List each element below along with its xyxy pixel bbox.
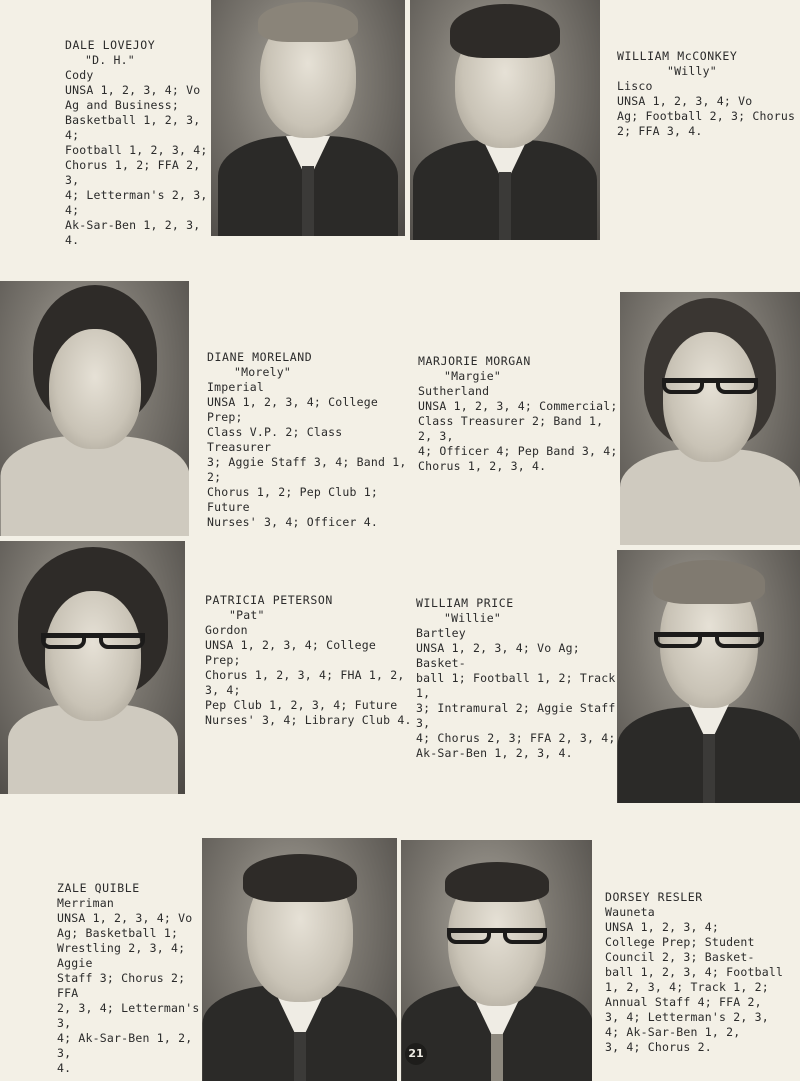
bio-zale-quible — [57, 881, 202, 1076]
page-number: 21 — [405, 1043, 427, 1065]
student-activities: UNSA 1, 2, 3, 4; Commercial; Class Treasurer 2; Band 1, 2, 3, 4; Officer 4; Pep Band 3, 4; Chorus 1, 2, 3, 4. — [418, 399, 618, 473]
student-activities: UNSA 1, 2, 3, 4; College Prep; Chorus 1, 2, 3, 4; FHA 1, 2, 3, 4; Pep Club 1, 2, 3, 4; Future Nurses' 3, 4; Library Club 4. — [205, 638, 412, 727]
student-hometown: Gordon — [205, 623, 248, 637]
student-name: MARJORIE MORGAN — [418, 354, 531, 368]
student-name: ZALE QUIBLE — [57, 881, 140, 895]
student-nickname: "Pat" — [229, 608, 265, 622]
bio-marjorie-morgan — [418, 354, 618, 474]
student-name: DALE LOVEJOY — [65, 38, 156, 52]
portrait-patricia-peterson — [0, 541, 185, 794]
student-activities: UNSA 1, 2, 3, 4; College Prep; Class V.P. 2; Class Treasurer 3; Aggie Staff 3, 4; Band 1, 2; Chorus 1, 2; Pep Club 1; Future Nurses' 3, 4; Officer 4. — [207, 395, 407, 529]
bio-william-mcconkey — [617, 49, 797, 139]
bio-dale-lovejoy — [65, 38, 210, 248]
student-name: PATRICIA PETERSON — [205, 593, 333, 607]
student-nickname: "Willy" — [667, 64, 717, 78]
student-activities: UNSA 1, 2, 3, 4; Vo Ag and Business; Basketball 1, 2, 3, 4; Football 1, 2, 3, 4; Chorus 1, 2; FFA 2, 3, 4; Letterman's 2, 3, 4; Ak-Sar-Ben 1, 2, 3, 4. — [65, 83, 208, 247]
student-activities: UNSA 1, 2, 3, 4; Vo Ag; Football 2, 3; Chorus 2; FFA 3, 4. — [617, 94, 796, 138]
bio-dorsey-resler — [605, 890, 800, 1055]
portrait-william-price — [617, 550, 800, 803]
bio-diane-moreland — [207, 350, 412, 530]
student-name: WILLIAM McCONKEY — [617, 49, 738, 63]
student-activities: UNSA 1, 2, 3, 4; Vo Ag; Basketball 1; Wrestling 2, 3, 4; Aggie Staff 3; Chorus 2; FFA 2, 3, 4; Letterman's 3, 4; Ak-Sar-Ben 1, 2, 3, 4. — [57, 911, 200, 1075]
portrait-zale-quible — [202, 838, 397, 1081]
student-hometown: Cody — [65, 68, 94, 82]
portrait-marjorie-morgan — [620, 292, 800, 545]
student-name: WILLIAM PRICE — [416, 596, 514, 610]
student-name: DORSEY RESLER — [605, 890, 703, 904]
student-hometown: Bartley — [416, 626, 466, 640]
student-nickname: "Willie" — [444, 611, 501, 625]
student-hometown: Sutherland — [418, 384, 490, 398]
student-hometown: Wauneta — [605, 905, 655, 919]
portrait-dale-lovejoy — [211, 0, 405, 236]
bio-patricia-peterson — [205, 593, 415, 728]
student-nickname: "Morely" — [234, 365, 291, 379]
student-hometown: Merriman — [57, 896, 114, 910]
student-activities: UNSA 1, 2, 3, 4; College Prep; Student Council 2, 3; Basket- ball 1, 2, 3, 4; Football 1, 2, 3, 4; Track 1, 2; Annual Staff 4; FFA 2, 3, 4; Letterman's 2, 3, 4; Ak-Sar-Ben 1, 2, 3, 4; Chorus 2. — [605, 920, 784, 1054]
portrait-dorsey-resler — [401, 840, 592, 1081]
student-nickname: "D. H." — [85, 53, 135, 67]
portrait-william-mcconkey — [410, 0, 600, 240]
student-name: DIANE MORELAND — [207, 350, 313, 364]
bio-william-price — [416, 596, 616, 761]
student-hometown: Lisco — [617, 79, 653, 93]
portrait-diane-moreland — [0, 281, 189, 536]
student-nickname: "Margie" — [444, 369, 501, 383]
student-activities: UNSA 1, 2, 3, 4; Vo Ag; Basket- ball 1; Football 1, 2; Track 1, 3; Intramural 2; Aggie Staff 3, 4; Chorus 2, 3; FFA 2, 3, 4; Ak-Sar-Ben 1, 2, 3, 4. — [416, 641, 616, 760]
student-hometown: Imperial — [207, 380, 264, 394]
